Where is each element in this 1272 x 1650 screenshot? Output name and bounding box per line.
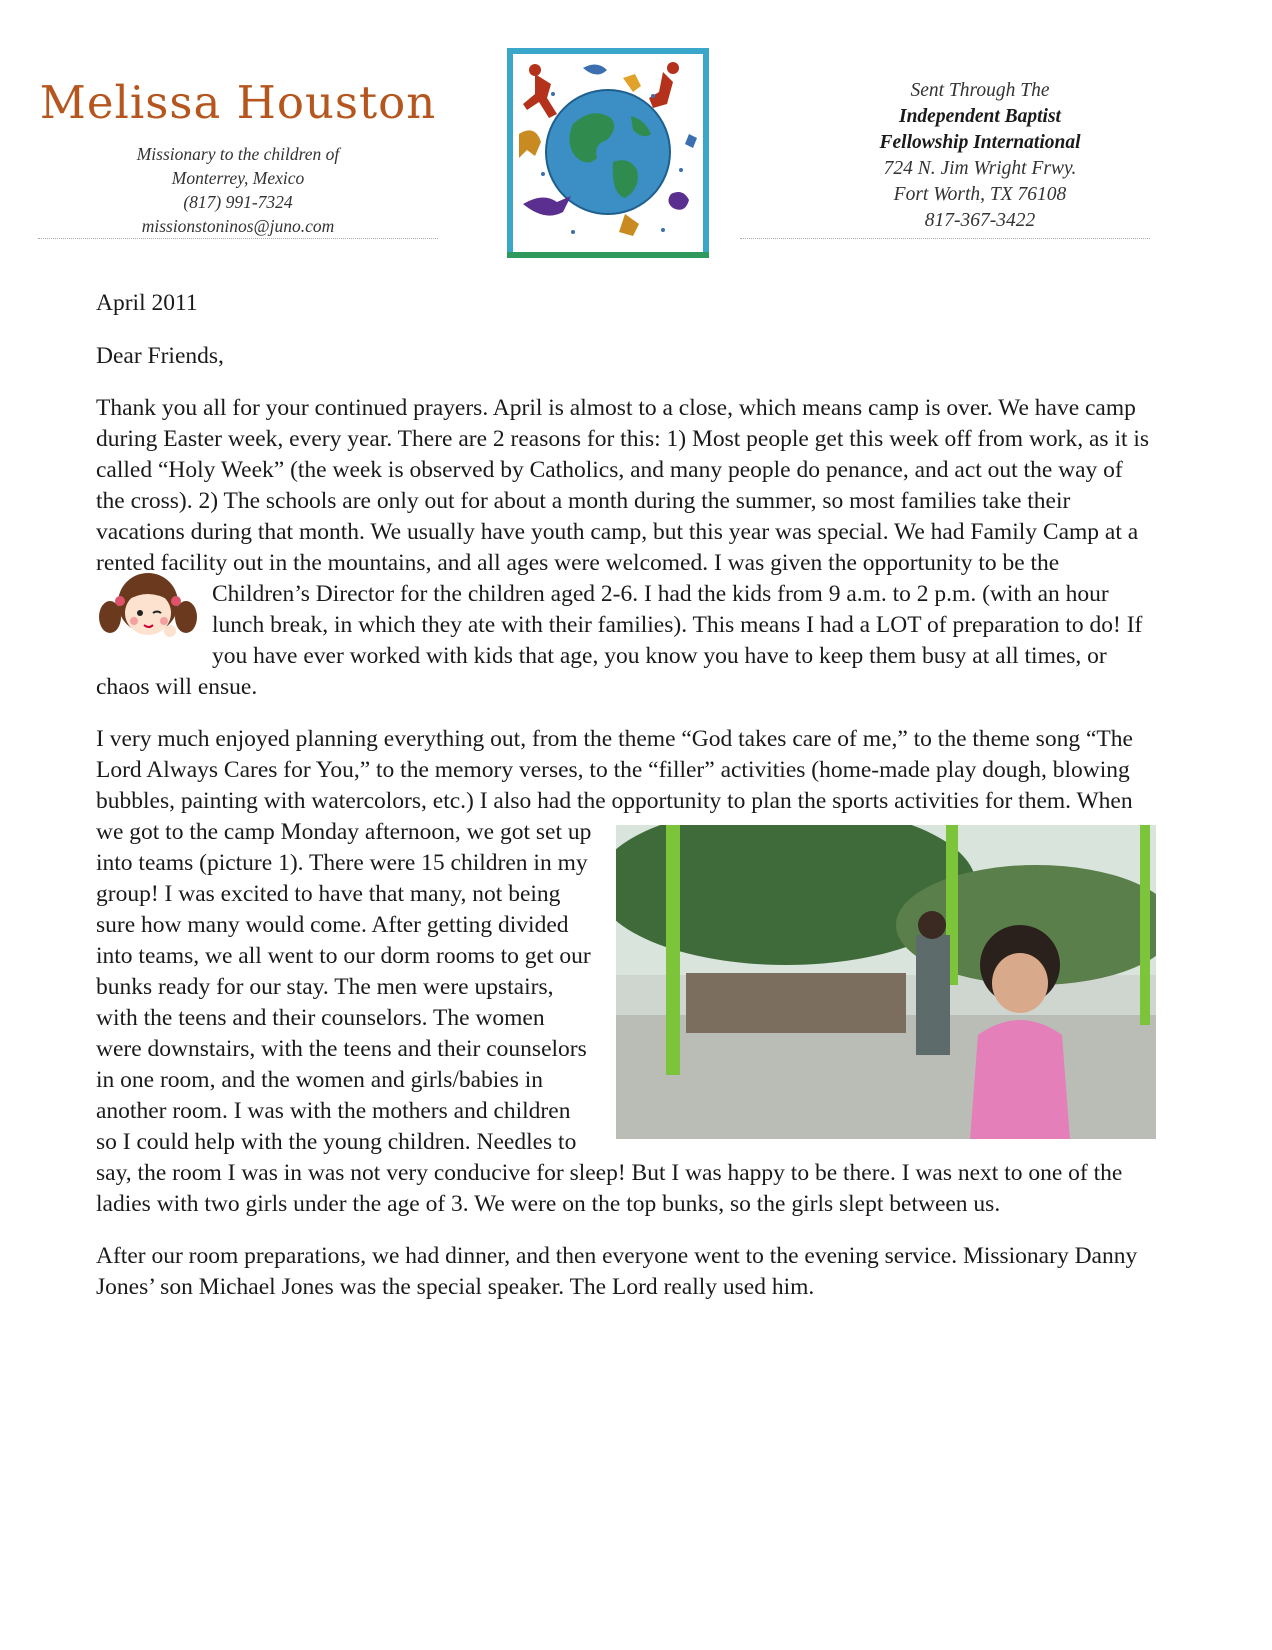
header-divider-left <box>38 238 438 239</box>
sender-phone: (817) 991-7324 <box>183 191 293 212</box>
paragraph-2 <box>96 724 1156 1220</box>
sender-details <box>38 142 438 238</box>
sent-through-label: Sent Through The <box>910 80 1050 101</box>
sender-name: Melissa Houston <box>39 76 437 129</box>
header-divider-right <box>740 238 1150 239</box>
camp-photo <box>616 825 1156 1139</box>
letter-date: April 2011 <box>96 290 198 316</box>
paragraph-2-text: I very much enjoyed planning everything out, from the theme “God takes care of me,” to the theme song “The Lord Always Cares for You,” to the memory verses, to the “filler” activities (home-made play dough, blowing bubbles, painting with watercolors, etc.) I also had the opportunity to plan the sports activities for them. When we got to the camp Monday afternoon, we got set up into teams (picture 1). There were 15 children in my group! I was excited to have that many, not being sure how many would come. After getting divided into teams, we all went to our dorm rooms to get our bunks ready for our stay. The men were upstairs, with the teens and their counselors. The women were downstairs, with the teens and their counselors in one room, and the women and girls/babies in another room. I was with the mothers and children so I could help with the young children. Needles to say, the room I was in was not very conducive for sleep! But I was happy to be there. I was next to one of the ladies with two girls under the age of 3. We were on the top bunks, so the girls slept between us. <box>96 726 1133 1217</box>
girl-clipart-icon <box>96 555 208 651</box>
sender-location-line: Monterrey, Mexico <box>171 167 305 188</box>
organization-name-line1: Independent Baptist <box>899 106 1061 127</box>
globe-with-children-icon <box>507 48 709 258</box>
paragraph-3: After our room preparations, we had dinner, and then everyone went to the evening service. Missionary Danny Jones’ son Michael Jones was the special speaker. The Lord really used him. <box>96 1243 1138 1300</box>
organization-address-line1: 724 N. Jim Wright Frwy. <box>883 158 1077 179</box>
sender-block <box>38 78 438 238</box>
letter-salutation: Dear Friends, <box>96 343 224 369</box>
organization-phone: 817-367-3422 <box>924 210 1036 231</box>
letter-body <box>96 288 1156 1324</box>
organization-block <box>780 78 1180 234</box>
sender-title-line: Missionary to the children of <box>136 143 340 164</box>
sender-email: missionstoninos@juno.com <box>141 215 335 236</box>
paragraph-1-text: Thank you all for your continued prayers. April is almost to a close, which means camp is over. We have camp during Easter week, every year. There are 2 reasons for this: 1) Most people get this week off from work, as it is called “Holy Week” (the week is observed by Catholics, and many people do penance, and act out the way of the cross). 2) The schools are only out for about a month during the summer, so most families take their vacations during that month. We usually have youth camp, but this year was special. We had Family Camp at a rented facility out in the mountains, and all ages were welcomed. I was given the opportunity to be the Children’s Director for the children aged 2-6. I had the kids from 9 a.m. to 2 p.m. (with an hour lunch break, in which they ate with their families). This means I had a LOT of preparation to do! If you have ever worked with kids that age, you know you have to keep them busy at all times, or chaos will ensue. <box>96 395 1150 700</box>
organization-name-line2: Fellowship International <box>879 132 1081 153</box>
paragraph-1 <box>96 393 1156 703</box>
organization-address-line2: Fort Worth, TX 76108 <box>893 184 1067 205</box>
